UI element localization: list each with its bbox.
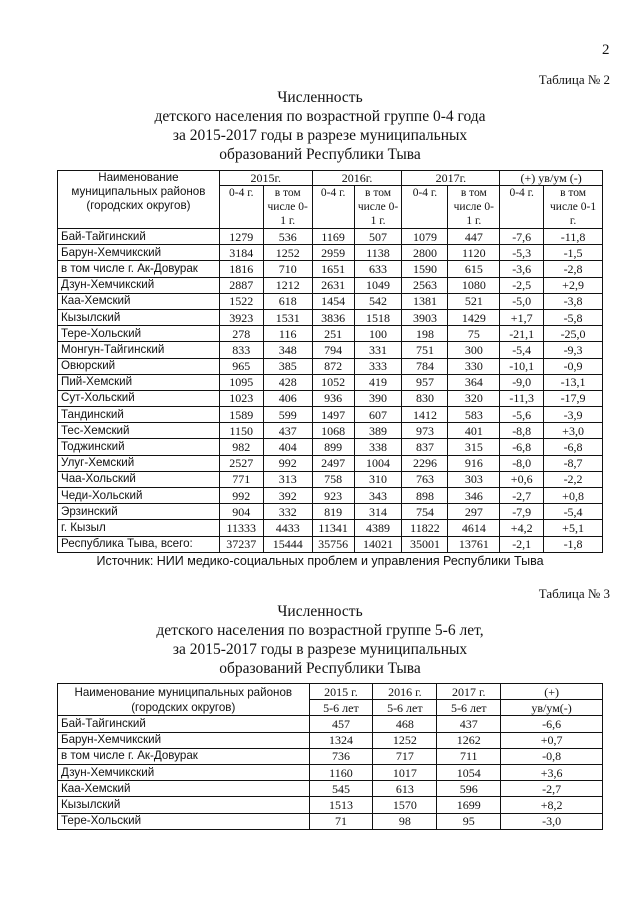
cell-value: 315	[448, 439, 500, 455]
cell-value: 736	[309, 748, 373, 764]
row-name: в том числе г. Ак-Довурак	[58, 261, 220, 277]
cell-value: 1589	[219, 407, 263, 423]
cell-value: -10,1	[500, 358, 544, 374]
cell-value: 1054	[437, 764, 501, 780]
cell-value: -5,8	[544, 309, 603, 325]
cell-value: 615	[448, 261, 500, 277]
cell-value: 437	[263, 423, 312, 439]
table3-title-line: Численность	[277, 603, 363, 620]
cell-value: 310	[354, 471, 402, 487]
cell-value: 15444	[263, 536, 312, 552]
cell-value: -6,8	[544, 439, 603, 455]
cell-value: 536	[263, 229, 312, 245]
cell-value: 965	[219, 358, 263, 374]
cell-value: -25,0	[544, 326, 603, 342]
cell-value: 583	[448, 407, 500, 423]
t2-header-name: Наименование муниципальных районов (городских округов)	[58, 171, 220, 229]
row-name: Тандинский	[58, 407, 220, 423]
t2-sub-age: 0-4 г.	[402, 186, 448, 229]
table-row	[58, 277, 603, 293]
cell-value: -9,0	[500, 374, 544, 390]
cell-value: 332	[263, 504, 312, 520]
cell-value: 717	[373, 748, 437, 764]
cell-value: 2296	[402, 455, 448, 471]
t2-sub-age: 0-4 г.	[312, 186, 354, 229]
table2-title-line: образований Республики Тыва	[219, 146, 421, 163]
row-name: Каа-Хемский	[58, 293, 220, 309]
cell-value: 330	[448, 358, 500, 374]
table3-title-line: образований Республики Тыва	[219, 660, 421, 677]
cell-value: -1,8	[544, 536, 603, 552]
t2-header-year: 2017г.	[402, 171, 500, 186]
table-row	[58, 748, 603, 764]
t2-sub-incl: в том числе 0-1 г.	[354, 186, 402, 229]
table-row	[58, 358, 603, 374]
row-name: Дзун-Хемчикский	[58, 277, 220, 293]
cell-value: -8,0	[500, 455, 544, 471]
cell-value: 758	[312, 471, 354, 487]
table-row	[58, 781, 603, 797]
row-name: Тес-Хемский	[58, 423, 220, 439]
t3-header-age: 5-6 лет	[437, 700, 501, 716]
row-name: Монгун-Тайгинский	[58, 342, 220, 358]
cell-value: 11333	[219, 520, 263, 536]
table-row	[58, 536, 603, 552]
cell-value: 1279	[219, 229, 263, 245]
cell-value: 348	[263, 342, 312, 358]
cell-value: 1212	[263, 277, 312, 293]
cell-value: 303	[448, 471, 500, 487]
cell-value: 819	[312, 504, 354, 520]
cell-value: +3,0	[544, 423, 603, 439]
cell-value: 297	[448, 504, 500, 520]
row-name: Тоджинский	[58, 439, 220, 455]
cell-value: 1004	[354, 455, 402, 471]
cell-value: 830	[402, 390, 448, 406]
t2-sub-age: 0-4 г.	[500, 186, 544, 229]
cell-value: 1531	[263, 309, 312, 325]
cell-value: 3923	[219, 309, 263, 325]
cell-value: -7,9	[500, 504, 544, 520]
cell-value: 1412	[402, 407, 448, 423]
cell-value: 507	[354, 229, 402, 245]
cell-value: -21,1	[500, 326, 544, 342]
cell-value: +4,2	[500, 520, 544, 536]
cell-value: 1017	[373, 764, 437, 780]
row-name: Тере-Хольский	[58, 326, 220, 342]
t2-header-year: 2015г.	[219, 171, 312, 186]
table-row	[58, 390, 603, 406]
cell-value: -2,7	[501, 781, 603, 797]
table3-title	[0, 602, 640, 678]
cell-value: 447	[448, 229, 500, 245]
cell-value: 542	[354, 293, 402, 309]
cell-value: -1,5	[544, 245, 603, 261]
table3-title-line: за 2015-2017 годы в разрезе муниципальных	[172, 641, 468, 658]
cell-value: 401	[448, 423, 500, 439]
table-row	[58, 229, 603, 245]
row-name: Каа-Хемский	[58, 781, 310, 797]
cell-value: +5,1	[544, 520, 603, 536]
cell-value: 4433	[263, 520, 312, 536]
cell-value: 916	[448, 455, 500, 471]
row-name: Бай-Тайгинский	[58, 716, 310, 732]
cell-value: 618	[263, 293, 312, 309]
table2-label: Таблица № 2	[538, 72, 610, 87]
table2-title-line: детского населения по возрастной группе 0-4 года	[154, 108, 486, 125]
table3	[57, 683, 603, 830]
cell-value: 1138	[354, 245, 402, 261]
cell-value: -2,7	[500, 488, 544, 504]
cell-value: 1252	[373, 732, 437, 748]
cell-value: 406	[263, 390, 312, 406]
cell-value: 37237	[219, 536, 263, 552]
cell-value: 2800	[402, 245, 448, 261]
cell-value: 613	[373, 781, 437, 797]
t2-header-change: (+) ув/ум (-)	[500, 171, 603, 186]
cell-value: 607	[354, 407, 402, 423]
t3-header-name: Наименование муниципальных районов (городских округов)	[58, 684, 310, 716]
cell-value: 392	[263, 488, 312, 504]
cell-value: 711	[437, 748, 501, 764]
t2-sub-age: 0-4 г.	[219, 186, 263, 229]
cell-value: 923	[312, 488, 354, 504]
row-name: Кызылский	[58, 309, 220, 325]
cell-value: 11341	[312, 520, 354, 536]
cell-value: 1169	[312, 229, 354, 245]
table-row	[58, 423, 603, 439]
cell-value: -6,8	[500, 439, 544, 455]
cell-value: -8,8	[500, 423, 544, 439]
cell-value: -7,6	[500, 229, 544, 245]
row-name: Чаа-Хольский	[58, 471, 220, 487]
t3-header-year: 2015 г.	[309, 684, 373, 700]
cell-value: 754	[402, 504, 448, 520]
cell-value: 35756	[312, 536, 354, 552]
t2-header-year: 2016г.	[312, 171, 402, 186]
cell-value: -9,3	[544, 342, 603, 358]
cell-value: 1262	[437, 732, 501, 748]
cell-value: 35001	[402, 536, 448, 552]
t2-sub-incl: в том числе 0-1 г.	[448, 186, 500, 229]
t2-sub-incl: в том числе 0-1 г.	[263, 186, 312, 229]
cell-value: 957	[402, 374, 448, 390]
cell-value: 710	[263, 261, 312, 277]
cell-value: 2497	[312, 455, 354, 471]
cell-value: 4614	[448, 520, 500, 536]
cell-value: 1590	[402, 261, 448, 277]
cell-value: 116	[263, 326, 312, 342]
table-row	[58, 293, 603, 309]
cell-value: 1570	[373, 797, 437, 813]
cell-value: 385	[263, 358, 312, 374]
row-name: Бай-Тайгинский	[58, 229, 220, 245]
cell-value: 331	[354, 342, 402, 358]
cell-value: 2959	[312, 245, 354, 261]
cell-value: 899	[312, 439, 354, 455]
cell-value: 3903	[402, 309, 448, 325]
cell-value: 1513	[309, 797, 373, 813]
cell-value: 346	[448, 488, 500, 504]
table-row	[58, 455, 603, 471]
t3-header-change: ув/ум(-)	[501, 700, 603, 716]
cell-value: 251	[312, 326, 354, 342]
cell-value: 419	[354, 374, 402, 390]
cell-value: -2,1	[500, 536, 544, 552]
cell-value: 95	[437, 813, 501, 829]
table-row	[58, 407, 603, 423]
cell-value: 457	[309, 716, 373, 732]
cell-value: -2,2	[544, 471, 603, 487]
page-number: 2	[602, 42, 610, 58]
cell-value: 333	[354, 358, 402, 374]
cell-value: -11,3	[500, 390, 544, 406]
cell-value: 898	[402, 488, 448, 504]
cell-value: 1252	[263, 245, 312, 261]
cell-value: 833	[219, 342, 263, 358]
cell-value: 4389	[354, 520, 402, 536]
cell-value: -0,8	[501, 748, 603, 764]
cell-value: -13,1	[544, 374, 603, 390]
cell-value: -3,8	[544, 293, 603, 309]
row-name: Овюрский	[58, 358, 220, 374]
cell-value: 992	[219, 488, 263, 504]
row-name: Республика Тыва, всего:	[58, 536, 220, 552]
cell-value: -17,9	[544, 390, 603, 406]
cell-value: 1095	[219, 374, 263, 390]
cell-value: 390	[354, 390, 402, 406]
cell-value: -5,4	[500, 342, 544, 358]
cell-value: -5,3	[500, 245, 544, 261]
table2-title-line: за 2015-2017 годы в разрезе муниципальных	[172, 127, 468, 144]
cell-value: +0,7	[501, 732, 603, 748]
cell-value: 404	[263, 439, 312, 455]
cell-value: 314	[354, 504, 402, 520]
cell-value: 278	[219, 326, 263, 342]
cell-value: 784	[402, 358, 448, 374]
cell-value: 1651	[312, 261, 354, 277]
cell-value: 1079	[402, 229, 448, 245]
cell-value: -5,0	[500, 293, 544, 309]
cell-value: 596	[437, 781, 501, 797]
cell-value: 633	[354, 261, 402, 277]
cell-value: 771	[219, 471, 263, 487]
cell-value: 71	[309, 813, 373, 829]
cell-value: 992	[263, 455, 312, 471]
cell-value: +8,2	[501, 797, 603, 813]
table-row	[58, 342, 603, 358]
cell-value: 1518	[354, 309, 402, 325]
cell-value: 364	[448, 374, 500, 390]
cell-value: 904	[219, 504, 263, 520]
row-name: Пий-Хемский	[58, 374, 220, 390]
table-row	[58, 813, 603, 829]
cell-value: -5,4	[544, 504, 603, 520]
cell-value: 545	[309, 781, 373, 797]
source-note: Источник: НИИ медико-социальных проблем и управления Республики Тыва	[96, 554, 544, 568]
t3-header-year: 2016 г.	[373, 684, 437, 700]
cell-value: 982	[219, 439, 263, 455]
cell-value: +1,7	[500, 309, 544, 325]
table-row	[58, 245, 603, 261]
table-row	[58, 309, 603, 325]
table2-title	[0, 88, 640, 164]
cell-value: -2,5	[500, 277, 544, 293]
cell-value: -6,6	[501, 716, 603, 732]
cell-value: 1429	[448, 309, 500, 325]
cell-value: 794	[312, 342, 354, 358]
cell-value: 1023	[219, 390, 263, 406]
cell-value: 763	[402, 471, 448, 487]
cell-value: 1049	[354, 277, 402, 293]
cell-value: -0,9	[544, 358, 603, 374]
cell-value: 1497	[312, 407, 354, 423]
row-name: Чеди-Хольский	[58, 488, 220, 504]
row-name: Сут-Хольский	[58, 390, 220, 406]
cell-value: 2631	[312, 277, 354, 293]
table3-title-line: детского населения по возрастной группе 5-6 лет,	[156, 622, 484, 639]
cell-value: 98	[373, 813, 437, 829]
table-row	[58, 797, 603, 813]
cell-value: +3,6	[501, 764, 603, 780]
cell-value: 1080	[448, 277, 500, 293]
cell-value: 320	[448, 390, 500, 406]
cell-value: -3,0	[501, 813, 603, 829]
cell-value: 3836	[312, 309, 354, 325]
table-row	[58, 439, 603, 455]
cell-value: -5,6	[500, 407, 544, 423]
table-row	[58, 326, 603, 342]
t2-sub-incl: в том числе 0-1 г.	[544, 186, 603, 229]
cell-value: 13761	[448, 536, 500, 552]
cell-value: 343	[354, 488, 402, 504]
cell-value: 428	[263, 374, 312, 390]
cell-value: 521	[448, 293, 500, 309]
cell-value: 872	[312, 358, 354, 374]
cell-value: +0,6	[500, 471, 544, 487]
t3-header-age: 5-6 лет	[373, 700, 437, 716]
t3-header-age: 5-6 лет	[309, 700, 373, 716]
cell-value: -3,9	[544, 407, 603, 423]
cell-value: -11,8	[544, 229, 603, 245]
cell-value: 3184	[219, 245, 263, 261]
cell-value: 1324	[309, 732, 373, 748]
cell-value: 2563	[402, 277, 448, 293]
table-row	[58, 488, 603, 504]
cell-value: 936	[312, 390, 354, 406]
table3-label: Таблица № 3	[538, 586, 610, 601]
table-row	[58, 374, 603, 390]
t3-header-change: (+)	[501, 684, 603, 700]
cell-value: 75	[448, 326, 500, 342]
cell-value: -8,7	[544, 455, 603, 471]
row-name: Кызылский	[58, 797, 310, 813]
row-name: Барун-Хемчикский	[58, 245, 220, 261]
cell-value: 338	[354, 439, 402, 455]
cell-value: 198	[402, 326, 448, 342]
cell-value: 973	[402, 423, 448, 439]
table-row	[58, 764, 603, 780]
cell-value: +2,9	[544, 277, 603, 293]
row-name: Тере-Хольский	[58, 813, 310, 829]
cell-value: 14021	[354, 536, 402, 552]
table2-title-line: Численность	[277, 89, 363, 106]
row-name: Дзун-Хемчикский	[58, 764, 310, 780]
table-row	[58, 732, 603, 748]
t3-header-year: 2017 г.	[437, 684, 501, 700]
row-name: в том числе г. Ак-Довурак	[58, 748, 310, 764]
row-name: Эрзинский	[58, 504, 220, 520]
cell-value: 100	[354, 326, 402, 342]
row-name: Барун-Хемчикский	[58, 732, 310, 748]
row-name: Улуг-Хемский	[58, 455, 220, 471]
cell-value: 1120	[448, 245, 500, 261]
cell-value: 11822	[402, 520, 448, 536]
table-row	[58, 261, 603, 277]
table-row	[58, 504, 603, 520]
cell-value: 1816	[219, 261, 263, 277]
table-row	[58, 471, 603, 487]
cell-value: 313	[263, 471, 312, 487]
table2	[57, 170, 603, 553]
cell-value: 751	[402, 342, 448, 358]
cell-value: 1522	[219, 293, 263, 309]
cell-value: 1150	[219, 423, 263, 439]
cell-value: 2527	[219, 455, 263, 471]
cell-value: 599	[263, 407, 312, 423]
cell-value: 468	[373, 716, 437, 732]
cell-value: 1052	[312, 374, 354, 390]
cell-value: -3,6	[500, 261, 544, 277]
cell-value: 1381	[402, 293, 448, 309]
cell-value: 2887	[219, 277, 263, 293]
table-row	[58, 716, 603, 732]
cell-value: 437	[437, 716, 501, 732]
cell-value: 837	[402, 439, 448, 455]
cell-value: 300	[448, 342, 500, 358]
cell-value: 389	[354, 423, 402, 439]
cell-value: 1160	[309, 764, 373, 780]
cell-value: -2,8	[544, 261, 603, 277]
table-row	[58, 520, 603, 536]
cell-value: 1454	[312, 293, 354, 309]
cell-value: 1699	[437, 797, 501, 813]
cell-value: 1068	[312, 423, 354, 439]
row-name: г. Кызыл	[58, 520, 220, 536]
cell-value: +0,8	[544, 488, 603, 504]
